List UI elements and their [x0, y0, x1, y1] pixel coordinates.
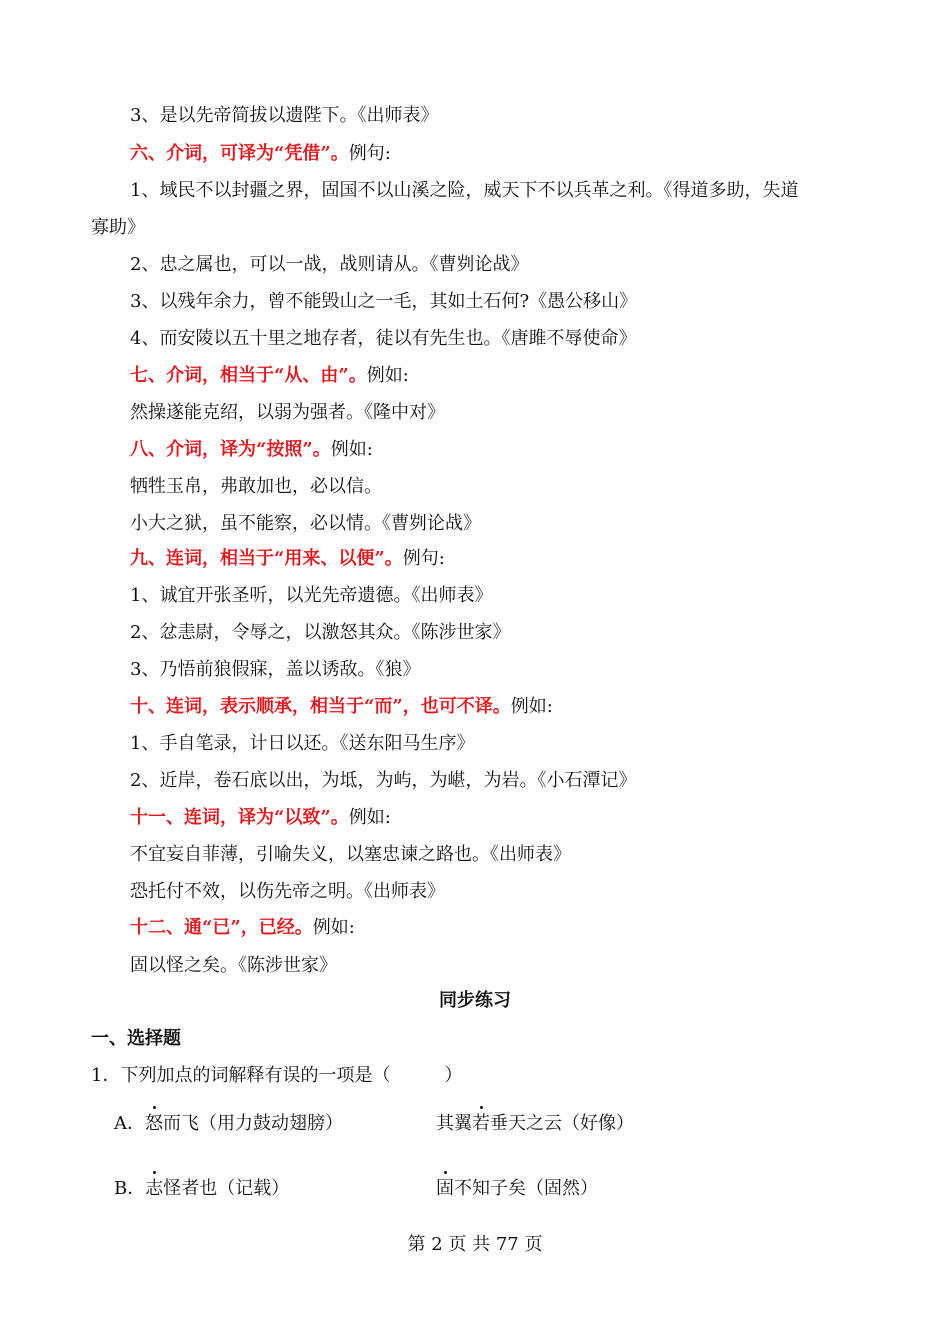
exercise-title: 同步练习: [439, 990, 511, 1011]
example-line: 恐托付不效，以伤先帝之明。《出师表》: [130, 881, 445, 902]
example-line: 2、忠之属也，可以一战，战则请从。《曹刿论战》: [130, 254, 529, 275]
example-line: 1、域民不以封疆之界，固国不以山溪之险，威天下不以兵革之利。《得道多助，失道: [130, 180, 799, 201]
dotted-char: 志: [145, 1178, 164, 1199]
option-b-right: 固不知子矣（固然）: [436, 1178, 598, 1199]
section-heading-10: 十、连词，表示顺承，相当于“而”，也可不译。例如:: [130, 696, 553, 717]
example-line: 2、近岸，卷石底以出，为坻，为屿，为嵁，为岩。《小石潭记》: [130, 770, 637, 791]
section-heading-9: 九、连词，相当于“用来、以便”。例句:: [130, 548, 445, 569]
example-line: 然操遂能克绍，以弱为强者。《隆中对》: [130, 402, 445, 423]
example-line: 1、手自笔录，计日以还。《送东阳马生序》: [130, 733, 475, 754]
example-line: 3、乃悟前狼假寐，盖以诱敌。《狼》: [130, 659, 421, 680]
option-a-right: 其翼若垂天之云（好像）: [436, 1113, 634, 1134]
example-line: 4、而安陵以五十里之地存者，徒以有先生也。《唐雎不辱使命》: [130, 328, 637, 349]
question-1: 1．下列加点的词解释有误的一项是（ ）: [91, 1065, 463, 1086]
example-line: 2、忿恚尉，令辱之，以激怒其众。《陈涉世家》: [130, 622, 511, 643]
section-heading-11: 十一、连词，译为“以致”。例如:: [130, 807, 391, 828]
example-line: 牺牲玉帛，弗敢加也，必以信。: [130, 476, 382, 497]
dotted-char: 怒: [145, 1113, 163, 1134]
section-heading-12: 十二、通“已”，已经。例如:: [130, 917, 355, 938]
option-a-left: A．怒而飞（用力鼓动翅膀）: [114, 1113, 343, 1134]
dotted-char: 若: [472, 1113, 490, 1134]
example-line: 不宜妄自菲薄，引喻失义，以塞忠谏之路也。《出师表》: [130, 844, 571, 865]
example-line: 3、是以先帝简拔以遗陛下。《出师表》: [130, 105, 439, 126]
example-line: 小大之狱，虽不能察，必以情。《曹刿论战》: [130, 513, 481, 534]
section-heading-8: 八、介词，译为“按照”。例如:: [130, 439, 373, 460]
example-line-continuation: 寡助》: [91, 217, 145, 238]
section-heading-7: 七、介词，相当于“从、由”。例如:: [130, 365, 409, 386]
option-b-left: B．志怪者也（记载）: [114, 1178, 290, 1199]
page-number-footer: 第 2 页 共 77 页: [407, 1234, 543, 1255]
example-line: 3、以残年余力，曾不能毁山之一毛，其如土石何?《愚公移山》: [130, 291, 638, 312]
section-heading-6: 六、介词，可译为“凭借”。例句:: [130, 143, 391, 164]
exercise-section-heading: 一、选择题: [91, 1028, 181, 1049]
example-line: 固以怪之矣。《陈涉世家》: [130, 955, 337, 976]
example-line: 1、诚宜开张圣听，以光先帝遗德。《出师表》: [130, 585, 493, 606]
dotted-char: 固: [436, 1178, 454, 1199]
